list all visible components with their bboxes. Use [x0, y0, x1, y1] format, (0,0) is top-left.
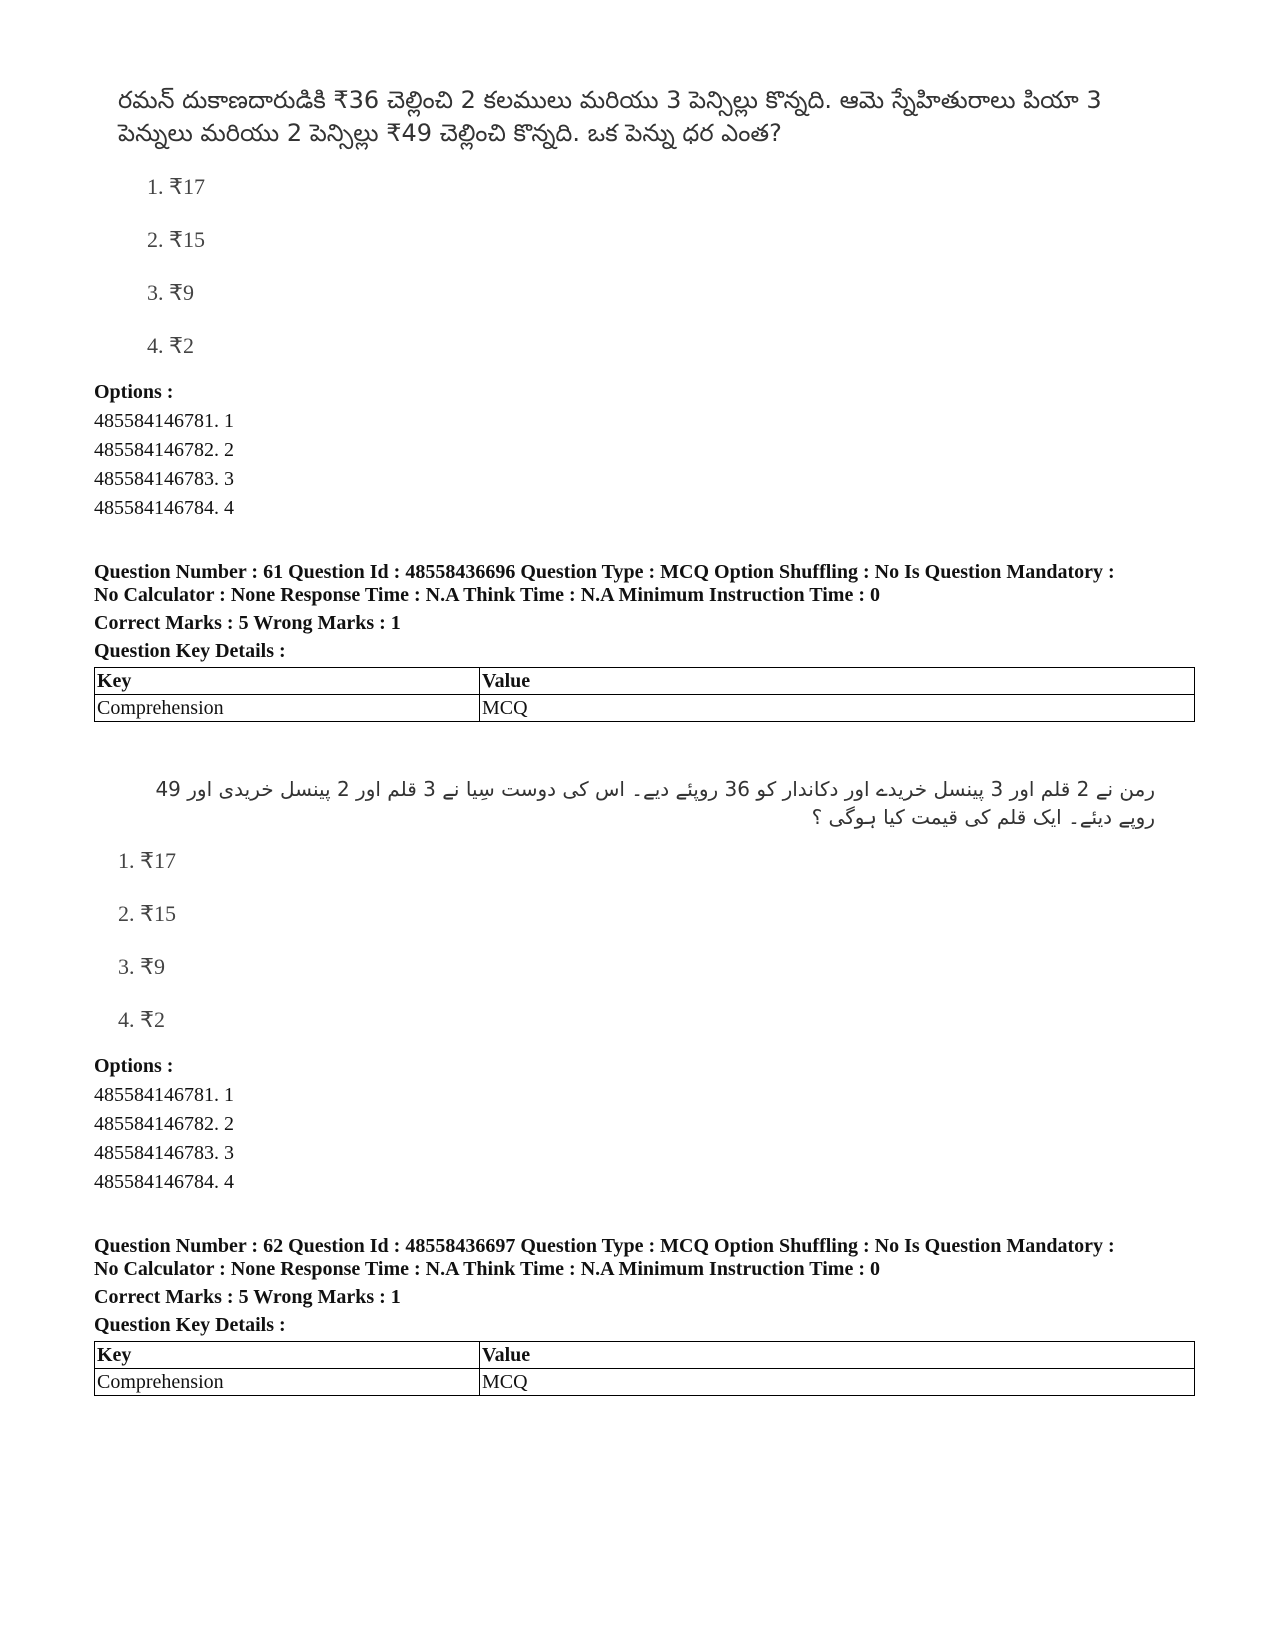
table-cell-key: Comprehension — [95, 695, 480, 722]
table-header-value: Value — [480, 1342, 1195, 1369]
q61-choice-1: 1. ₹17 — [118, 848, 176, 873]
option-id-3: 485584146783. 3 — [94, 468, 234, 490]
telugu-question-text: రమన్ దుకాణదారుడికి ₹36 చెల్లించి 2 కలములు మరియు 3 పెన్సిల్లు కొన్నది. ఆమె స్నేహితురాలు పియా 3 పెన్నులు మరియు 2 పెన్సిల్లు ₹49 చెల్లించి కొన్నది. ఒక పెన్ను ధర ఎంత? — [118, 86, 1102, 147]
table-header-row — [95, 668, 1195, 695]
option-id-1: 485584146781. 1 — [94, 410, 234, 432]
table-header-key: Key — [95, 668, 480, 695]
q61-option-id-4: 485584146784. 4 — [94, 1171, 234, 1193]
table-header-key: Key — [95, 1342, 480, 1369]
q61-choice-2: 2. ₹15 — [118, 901, 176, 926]
q61-key-details-label: Question Key Details : — [94, 640, 286, 662]
q62-key-table — [94, 1341, 1195, 1396]
choice-2: 2. ₹15 — [147, 227, 205, 252]
q61-choice-4: 4. ₹2 — [118, 1007, 165, 1032]
q61-option-id-3: 485584146783. 3 — [94, 1142, 234, 1164]
q62-meta-line-1: Question Number : 62 Question Id : 48558436697 Question Type : MCQ Option Shuffling : No Is Question Mandatory : — [94, 1235, 1115, 1257]
table-cell-key: Comprehension — [95, 1369, 480, 1396]
table-header-row — [95, 1342, 1195, 1369]
q61-option-id-2: 485584146782. 2 — [94, 1113, 234, 1135]
q61-choice-3: 3. ₹9 — [118, 954, 165, 979]
option-id-2: 485584146782. 2 — [94, 439, 234, 461]
urdu-question-text: رمن نے 2 قلم اور 3 پینسل خریدے اور دکاندار کو 36 روپئے دیے۔ اس کی دوست سِیا نے 3 قلم اور 2 پینسل خریدی اور 49 روپے دیئے۔ ایک قلم کی قیمت کیا ہوگی ؟ — [155, 777, 1155, 829]
q62-marks: Correct Marks : 5 Wrong Marks : 1 — [94, 1286, 401, 1308]
q61-marks: Correct Marks : 5 Wrong Marks : 1 — [94, 612, 401, 634]
table-cell-value: MCQ — [480, 1369, 1195, 1396]
option-id-4: 485584146784. 4 — [94, 497, 234, 519]
table-cell-value: MCQ — [480, 695, 1195, 722]
q61-meta-line-2: No Calculator : None Response Time : N.A Think Time : N.A Minimum Instruction Time : 0 — [94, 584, 880, 606]
choice-4: 4. ₹2 — [147, 333, 194, 358]
q61-options-label: Options : — [94, 1055, 174, 1077]
choice-3: 3. ₹9 — [147, 280, 194, 305]
q61-key-table — [94, 667, 1195, 722]
choice-1: 1. ₹17 — [147, 174, 205, 199]
options-label: Options : — [94, 381, 174, 403]
table-row — [95, 1369, 1195, 1396]
q62-meta-line-2: No Calculator : None Response Time : N.A Think Time : N.A Minimum Instruction Time : 0 — [94, 1258, 880, 1280]
q61-option-id-1: 485584146781. 1 — [94, 1084, 234, 1106]
q61-meta-line-1: Question Number : 61 Question Id : 48558436696 Question Type : MCQ Option Shuffling : No Is Question Mandatory : — [94, 561, 1115, 583]
q62-key-details-label: Question Key Details : — [94, 1314, 286, 1336]
table-row — [95, 695, 1195, 722]
table-header-value: Value — [480, 668, 1195, 695]
